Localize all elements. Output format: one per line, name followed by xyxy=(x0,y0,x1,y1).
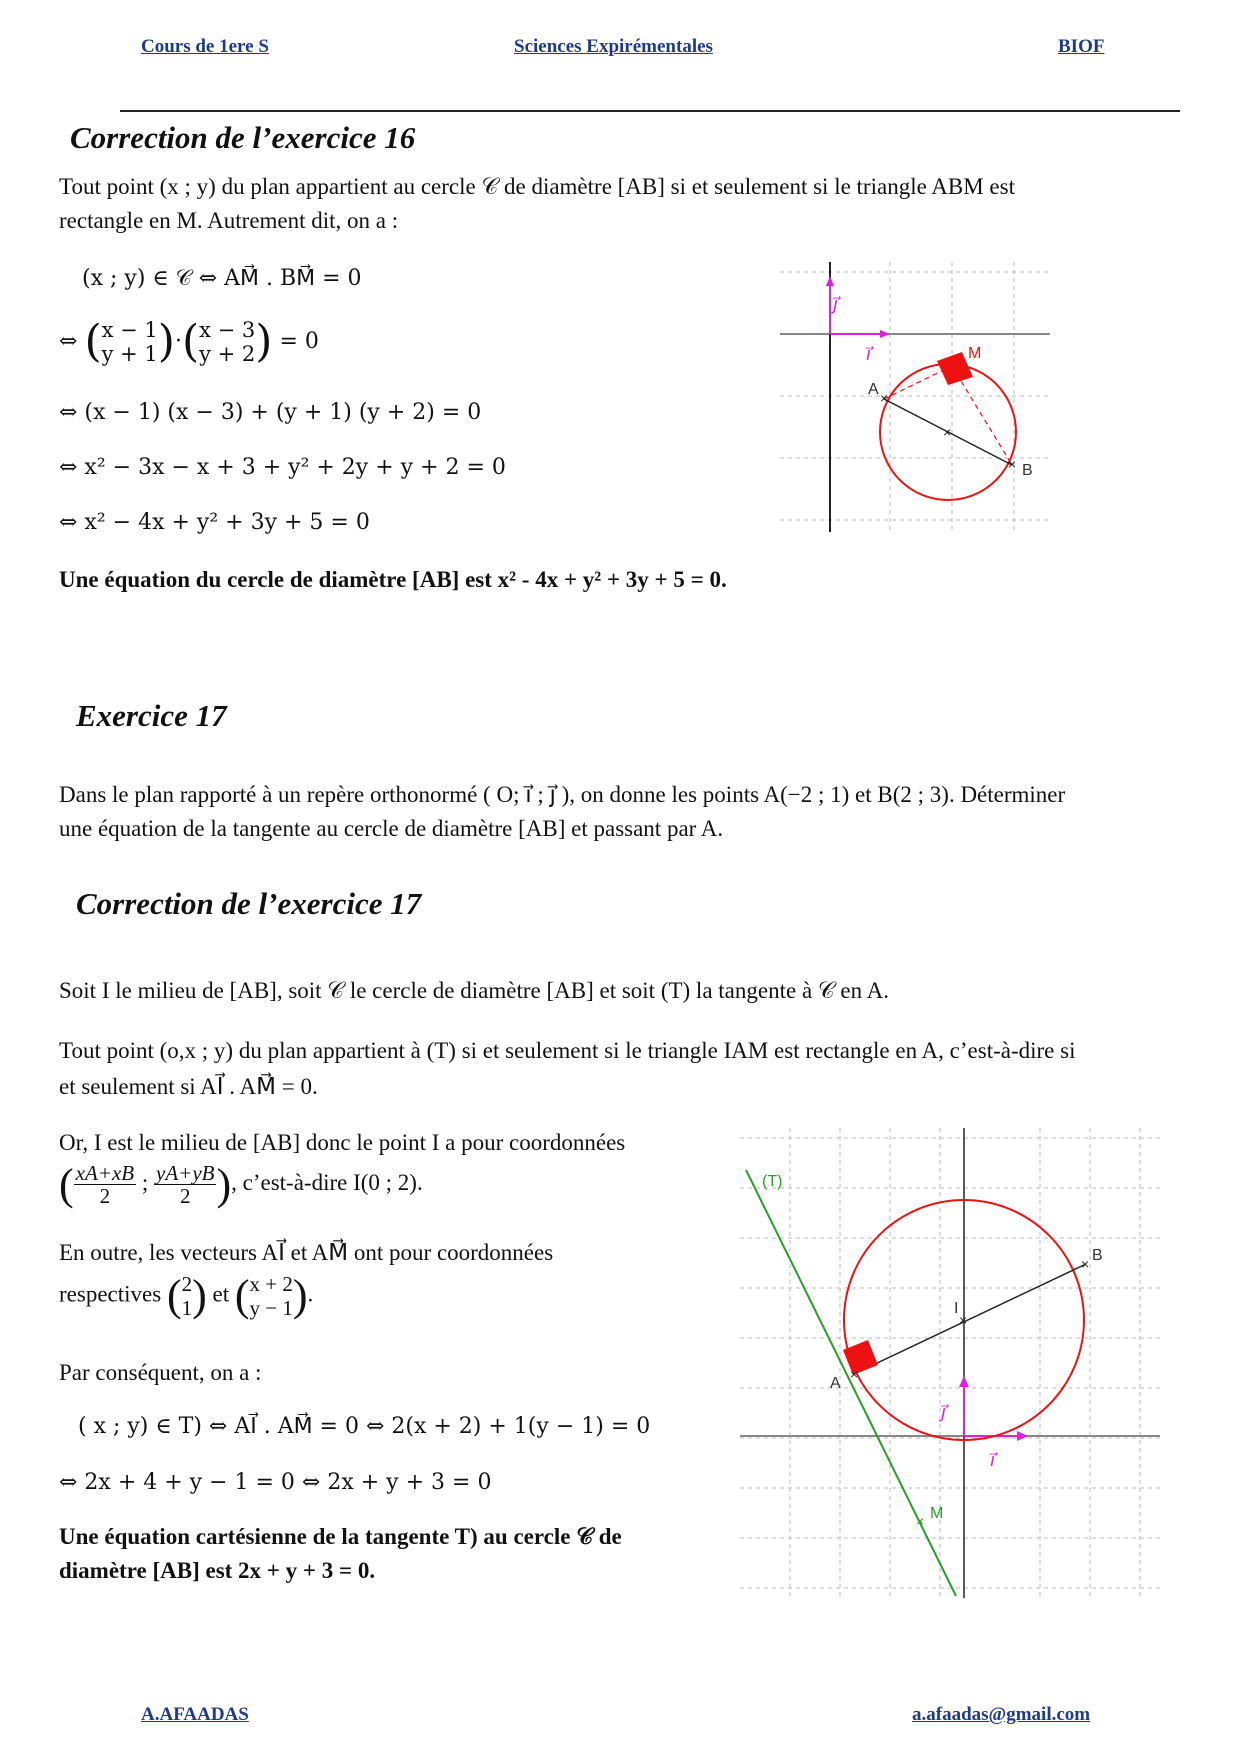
fraction-xa-xb: $\frac{xA+xB}{2}$ xyxy=(75,1161,135,1208)
equiv-sign: ⇔ xyxy=(59,329,78,354)
figure17-label-j: j⃗ xyxy=(941,1402,947,1422)
exercise17-statement-line1: Dans le plan rapporté à un repère orthonormé ( O; i⃗ ; j⃗ ), on donne les points A(−2 ; 1) et B(2 ; 3). Déterminer xyxy=(59,782,1066,807)
correction16-eq2: ⇔ (x − 1 y + 1)·(x − 3 y + 2) = 0 xyxy=(59,316,319,367)
svg-text:×: × xyxy=(1008,456,1017,472)
correction17-conclusion-line1: Une équation cartésienne de la tangente T) au cercle 𝒞 de xyxy=(59,1524,622,1549)
correction16-eq1: (x ; y) ∈ 𝒞 ⇔ AM⃗ . BM⃗ = 0 xyxy=(82,266,362,291)
correction17-conclusion-line2: diamètre [AB] est 2x + y + 3 = 0. xyxy=(59,1558,376,1583)
correction17-p5: Par conséquent, on a : xyxy=(59,1360,262,1385)
svg-text:×: × xyxy=(1081,1256,1090,1272)
figure17-label-a: A xyxy=(830,1375,841,1392)
figure17-label-i-point: I xyxy=(954,1300,959,1317)
correction16-intro-line1: Tout point (x ; y) du plan appartient au cercle 𝒞 de diamètre [AB] si et seulement si le triangle ABM est xyxy=(59,174,1015,199)
fraction-ya-yb: $\frac{yA+yB}{2}$ xyxy=(156,1161,215,1208)
exercise17-title: Exercice 17 xyxy=(76,698,227,733)
figure17-tangent-line xyxy=(746,1170,959,1596)
figure16-label-j: j⃗ xyxy=(833,294,839,314)
correction17-p3-line2: ( $\frac{xA+xB}{2}$ ; $\frac{yA+yB}{2}$ ), c’est-à-dire I(0 ; 2). xyxy=(59,1159,423,1209)
footer-email[interactable]: a.afaadas@gmail.com xyxy=(912,1704,1091,1725)
vector-x1-y1: x − 1 y + 1 xyxy=(101,318,158,366)
figure17-diameter-ab xyxy=(854,1264,1086,1374)
correction17-eq1: ( x ; y) ∈ T) ⇔ AI⃗ . AM⃗ = 0 ⇔ 2(x + 2) + 1(y − 1) = 0 xyxy=(78,1414,651,1439)
header-track: BIOF xyxy=(1058,36,1105,57)
vector-ai: 2 1 xyxy=(181,1272,193,1320)
svg-text:×: × xyxy=(850,1366,859,1382)
correction17-p4-line1: En outre, les vecteurs AI⃗ et AM⃗ ont pour coordonnées xyxy=(59,1240,554,1265)
correction16-eq4: ⇔ x² − 3x − x + 3 + y² + 2y + y + 2 = 0 xyxy=(59,455,506,480)
correction16-conclusion: Une équation du cercle de diamètre [AB] est x² - 4x + y² + 3y + 5 = 0. xyxy=(59,567,727,592)
correction17-title: Correction de l’exercice 17 xyxy=(76,886,422,921)
figure16-label-m: M xyxy=(968,345,982,362)
vector-x3-y2: x − 3 y + 2 xyxy=(199,318,256,366)
correction16-intro-line2: rectangle en M. Autrement dit, on a : xyxy=(59,208,399,233)
correction16-eq5: ⇔ x² − 4x + y² + 3y + 5 = 0 xyxy=(59,510,370,535)
correction17-p4-line2: respectives (2 1) et (x + 2 y − 1). xyxy=(59,1271,314,1320)
correction17-eq2: ⇔ 2x + 4 + y − 1 = 0 ⇔ 2x + y + 3 = 0 xyxy=(59,1470,492,1495)
correction17-p1: Soit I le milieu de [AB], soit 𝒞 le cercle de diamètre [AB] et soit (T) la tangente à 𝒞 en A. xyxy=(59,978,889,1003)
figure17-right-angle-marker xyxy=(843,1340,878,1375)
svg-text:×: × xyxy=(916,1513,925,1529)
svg-text:×: × xyxy=(959,1312,968,1328)
figure17-label-i: i⃗ xyxy=(990,1450,996,1470)
vector-am: x + 2 y − 1 xyxy=(249,1272,293,1320)
figure16-label-a: A xyxy=(868,381,879,398)
eq2-result: = 0 xyxy=(279,329,319,354)
figure17-label-m: M xyxy=(930,1505,944,1522)
figure17-label-t: (T) xyxy=(762,1173,783,1190)
figure17-label-b: B xyxy=(1092,1247,1103,1264)
header-course: Cours de 1ere S xyxy=(141,36,269,57)
figure17-tangent-diagram xyxy=(710,1128,1160,1598)
correction16-title: Correction de l’exercice 16 xyxy=(70,120,416,155)
footer-author: A.AFAADAS xyxy=(141,1704,249,1725)
svg-text:×: × xyxy=(880,390,889,406)
correction17-p3-line1: Or, I est le milieu de [AB] donc le point I a pour coordonnées xyxy=(59,1130,626,1155)
exercise17-statement-line2: une équation de la tangente au cercle de diamètre [AB] et passant par A. xyxy=(59,816,724,841)
correction17-p2-line2: et seulement si AI⃗ . AM⃗ = 0. xyxy=(59,1074,318,1099)
dot-operator: · xyxy=(174,329,182,354)
figure16-circle-diagram xyxy=(780,262,1060,532)
figure16-label-b: B xyxy=(1022,462,1033,479)
svg-text:×: × xyxy=(943,424,952,440)
header-subject: Sciences Expirémentales xyxy=(514,36,713,57)
correction16-eq3: ⇔ (x − 1) (x − 3) + (y + 1) (y + 2) = 0 xyxy=(59,400,482,425)
header-divider xyxy=(120,110,1180,112)
correction17-p2-line1: Tout point (o,x ; y) du plan appartient à (T) si et seulement si le triangle IAM est rectangle en A, c’est-à-dire si xyxy=(59,1038,1076,1063)
figure16-label-i: i⃗ xyxy=(866,344,872,364)
